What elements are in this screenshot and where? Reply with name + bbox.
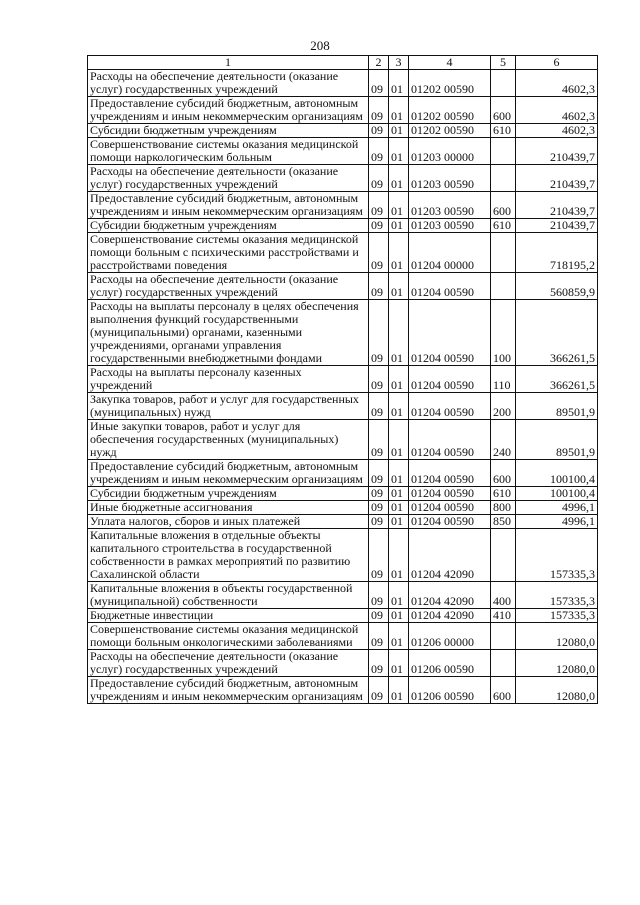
row-section-cell: 09	[369, 219, 389, 233]
row-expense-type-cell: 200	[491, 393, 516, 420]
row-expense-type-cell	[491, 138, 516, 165]
row-section-cell: 09	[369, 366, 389, 393]
row-expense-type-cell	[491, 650, 516, 677]
row-amount-cell: 12080,0	[516, 677, 598, 704]
row-amount-cell: 366261,5	[516, 300, 598, 366]
row-expense-type-cell: 850	[491, 515, 516, 529]
row-subsection-cell: 01	[389, 300, 409, 366]
row-amount-cell: 157335,3	[516, 529, 598, 582]
table-row	[88, 460, 598, 487]
row-name-cell: Иные закупки товаров, работ и услуг для обеспечения государственных (муниципальных) нужд	[88, 420, 369, 460]
row-subsection-cell: 01	[389, 165, 409, 192]
row-section-cell: 09	[369, 529, 389, 582]
table-row	[88, 97, 598, 124]
row-target-article-cell: 01204 00590	[409, 366, 491, 393]
row-amount-cell: 157335,3	[516, 582, 598, 609]
row-section-cell: 09	[369, 623, 389, 650]
row-section-cell: 09	[369, 501, 389, 515]
row-amount-cell: 100100,4	[516, 487, 598, 501]
row-subsection-cell: 01	[389, 487, 409, 501]
table-row	[88, 393, 598, 420]
table-row	[88, 124, 598, 138]
table-row	[88, 273, 598, 300]
row-target-article-cell: 01204 00590	[409, 420, 491, 460]
table-row	[88, 138, 598, 165]
row-section-cell: 09	[369, 124, 389, 138]
row-section-cell: 09	[369, 273, 389, 300]
row-expense-type-cell: 600	[491, 460, 516, 487]
budget-table	[87, 55, 598, 704]
row-expense-type-cell	[491, 623, 516, 650]
row-section-cell: 09	[369, 165, 389, 192]
row-section-cell: 09	[369, 650, 389, 677]
row-expense-type-cell: 610	[491, 219, 516, 233]
page-number: 208	[310, 38, 330, 53]
table-row	[88, 677, 598, 704]
row-target-article-cell: 01204 42090	[409, 529, 491, 582]
row-name-cell: Капитальные вложения в отдельные объекты капитального строительства в государственной собственности в рамках мероприятий по развитию Сахалинской области	[88, 529, 369, 582]
row-name-cell: Расходы на обеспечение деятельности (оказание услуг) государственных учреждений	[88, 70, 369, 97]
row-name-cell: Субсидии бюджетным учреждениям	[88, 487, 369, 501]
row-target-article-cell: 01203 00590	[409, 192, 491, 219]
table-row	[88, 529, 598, 582]
row-expense-type-cell: 600	[491, 677, 516, 704]
row-amount-cell: 4996,1	[516, 515, 598, 529]
row-subsection-cell: 01	[389, 529, 409, 582]
row-section-cell: 09	[369, 138, 389, 165]
row-section-cell: 09	[369, 582, 389, 609]
row-subsection-cell: 01	[389, 97, 409, 124]
row-section-cell: 09	[369, 70, 389, 97]
row-amount-cell: 89501,9	[516, 393, 598, 420]
row-name-cell: Субсидии бюджетным учреждениям	[88, 124, 369, 138]
row-subsection-cell: 01	[389, 677, 409, 704]
row-subsection-cell: 01	[389, 273, 409, 300]
row-target-article-cell: 01206 00590	[409, 677, 491, 704]
row-target-article-cell: 01203 00590	[409, 219, 491, 233]
row-subsection-cell: 01	[389, 366, 409, 393]
row-target-article-cell: 01203 00000	[409, 138, 491, 165]
table-row	[88, 623, 598, 650]
table-row	[88, 650, 598, 677]
table-row	[88, 300, 598, 366]
table-row	[88, 609, 598, 623]
row-amount-cell: 4996,1	[516, 501, 598, 515]
row-expense-type-cell	[491, 165, 516, 192]
row-subsection-cell: 01	[389, 393, 409, 420]
row-expense-type-cell	[491, 529, 516, 582]
row-name-cell: Расходы на выплаты персоналу в целях обеспечения выполнения функций государственными (муниципальными) органами, казенными учреждениями, органами управления государственными внебюджетными фондами	[88, 300, 369, 366]
row-expense-type-cell: 600	[491, 192, 516, 219]
row-target-article-cell: 01204 00590	[409, 300, 491, 366]
row-expense-type-cell: 610	[491, 487, 516, 501]
table-row	[88, 366, 598, 393]
column-header-4: 4	[409, 56, 491, 70]
table-row	[88, 515, 598, 529]
row-target-article-cell: 01206 00000	[409, 623, 491, 650]
row-amount-cell: 100100,4	[516, 460, 598, 487]
row-amount-cell: 210439,7	[516, 138, 598, 165]
row-name-cell: Предоставление субсидий бюджетным, автономным учреждениям и иным некоммерческим организациям	[88, 460, 369, 487]
row-amount-cell: 4602,3	[516, 124, 598, 138]
row-expense-type-cell	[491, 233, 516, 273]
row-name-cell: Бюджетные инвестиции	[88, 609, 369, 623]
row-amount-cell: 366261,5	[516, 366, 598, 393]
row-target-article-cell: 01204 00590	[409, 501, 491, 515]
row-subsection-cell: 01	[389, 582, 409, 609]
row-name-cell: Совершенствование системы оказания медицинской помощи наркологическим больным	[88, 138, 369, 165]
table-row	[88, 582, 598, 609]
table-header-row	[88, 56, 598, 70]
row-expense-type-cell: 240	[491, 420, 516, 460]
row-subsection-cell: 01	[389, 460, 409, 487]
row-target-article-cell: 01202 00590	[409, 70, 491, 97]
row-expense-type-cell	[491, 70, 516, 97]
row-amount-cell: 210439,7	[516, 165, 598, 192]
row-amount-cell: 89501,9	[516, 420, 598, 460]
row-subsection-cell: 01	[389, 501, 409, 515]
row-amount-cell: 560859,9	[516, 273, 598, 300]
row-section-cell: 09	[369, 515, 389, 529]
row-subsection-cell: 01	[389, 609, 409, 623]
row-section-cell: 09	[369, 393, 389, 420]
row-name-cell: Иные бюджетные ассигнования	[88, 501, 369, 515]
row-amount-cell: 4602,3	[516, 70, 598, 97]
row-expense-type-cell: 400	[491, 582, 516, 609]
row-target-article-cell: 01204 42090	[409, 609, 491, 623]
row-name-cell: Субсидии бюджетным учреждениям	[88, 219, 369, 233]
row-name-cell: Предоставление субсидий бюджетным, автономным учреждениям и иным некоммерческим организациям	[88, 97, 369, 124]
row-subsection-cell: 01	[389, 124, 409, 138]
row-target-article-cell: 01204 42090	[409, 582, 491, 609]
row-name-cell: Закупка товаров, работ и услуг для государственных (муниципальных) нужд	[88, 393, 369, 420]
row-name-cell: Предоставление субсидий бюджетным, автономным учреждениям и иным некоммерческим организациям	[88, 192, 369, 219]
row-target-article-cell: 01204 00590	[409, 487, 491, 501]
row-subsection-cell: 01	[389, 623, 409, 650]
row-section-cell: 09	[369, 192, 389, 219]
row-expense-type-cell: 800	[491, 501, 516, 515]
row-target-article-cell: 01204 00590	[409, 393, 491, 420]
column-header-2: 2	[369, 56, 389, 70]
row-target-article-cell: 01204 00590	[409, 460, 491, 487]
row-target-article-cell: 01204 00590	[409, 273, 491, 300]
table-row	[88, 420, 598, 460]
table-row	[88, 233, 598, 273]
row-target-article-cell: 01204 00000	[409, 233, 491, 273]
row-name-cell: Расходы на обеспечение деятельности (оказание услуг) государственных учреждений	[88, 650, 369, 677]
table-body	[88, 70, 598, 704]
row-name-cell: Расходы на обеспечение деятельности (оказание услуг) государственных учреждений	[88, 165, 369, 192]
row-section-cell: 09	[369, 487, 389, 501]
row-amount-cell: 210439,7	[516, 219, 598, 233]
row-target-article-cell: 01206 00590	[409, 650, 491, 677]
row-expense-type-cell: 600	[491, 97, 516, 124]
table-row	[88, 192, 598, 219]
row-name-cell: Совершенствование системы оказания медицинской помощи больным онкологическими заболеваниями	[88, 623, 369, 650]
row-amount-cell: 210439,7	[516, 192, 598, 219]
column-header-3: 3	[389, 56, 409, 70]
table-row	[88, 165, 598, 192]
row-expense-type-cell: 410	[491, 609, 516, 623]
row-section-cell: 09	[369, 677, 389, 704]
row-subsection-cell: 01	[389, 138, 409, 165]
row-subsection-cell: 01	[389, 420, 409, 460]
row-amount-cell: 157335,3	[516, 609, 598, 623]
row-section-cell: 09	[369, 300, 389, 366]
table-row	[88, 219, 598, 233]
row-target-article-cell: 01202 00590	[409, 97, 491, 124]
row-section-cell: 09	[369, 420, 389, 460]
row-subsection-cell: 01	[389, 650, 409, 677]
table-row	[88, 70, 598, 97]
row-amount-cell: 718195,2	[516, 233, 598, 273]
row-amount-cell: 12080,0	[516, 650, 598, 677]
column-header-6: 6	[516, 56, 598, 70]
row-expense-type-cell: 110	[491, 366, 516, 393]
column-header-1: 1	[88, 56, 369, 70]
table-row	[88, 501, 598, 515]
table-row	[88, 487, 598, 501]
row-name-cell: Предоставление субсидий бюджетным, автономным учреждениям и иным некоммерческим организациям	[88, 677, 369, 704]
row-subsection-cell: 01	[389, 192, 409, 219]
row-section-cell: 09	[369, 609, 389, 623]
row-name-cell: Расходы на выплаты персоналу казенных учреждений	[88, 366, 369, 393]
row-amount-cell: 12080,0	[516, 623, 598, 650]
row-name-cell: Совершенствование системы оказания медицинской помощи больным с психическими расстройствами и расстройствами поведения	[88, 233, 369, 273]
column-header-5: 5	[491, 56, 516, 70]
row-section-cell: 09	[369, 460, 389, 487]
row-subsection-cell: 01	[389, 219, 409, 233]
row-section-cell: 09	[369, 97, 389, 124]
row-expense-type-cell: 100	[491, 300, 516, 366]
row-name-cell: Уплата налогов, сборов и иных платежей	[88, 515, 369, 529]
row-subsection-cell: 01	[389, 233, 409, 273]
row-target-article-cell: 01202 00590	[409, 124, 491, 138]
row-target-article-cell: 01203 00590	[409, 165, 491, 192]
row-expense-type-cell: 610	[491, 124, 516, 138]
row-subsection-cell: 01	[389, 515, 409, 529]
row-section-cell: 09	[369, 233, 389, 273]
row-target-article-cell: 01204 00590	[409, 515, 491, 529]
row-amount-cell: 4602,3	[516, 97, 598, 124]
row-name-cell: Капитальные вложения в объекты государственной (муниципальной) собственности	[88, 582, 369, 609]
row-name-cell: Расходы на обеспечение деятельности (оказание услуг) государственных учреждений	[88, 273, 369, 300]
row-subsection-cell: 01	[389, 70, 409, 97]
row-expense-type-cell	[491, 273, 516, 300]
